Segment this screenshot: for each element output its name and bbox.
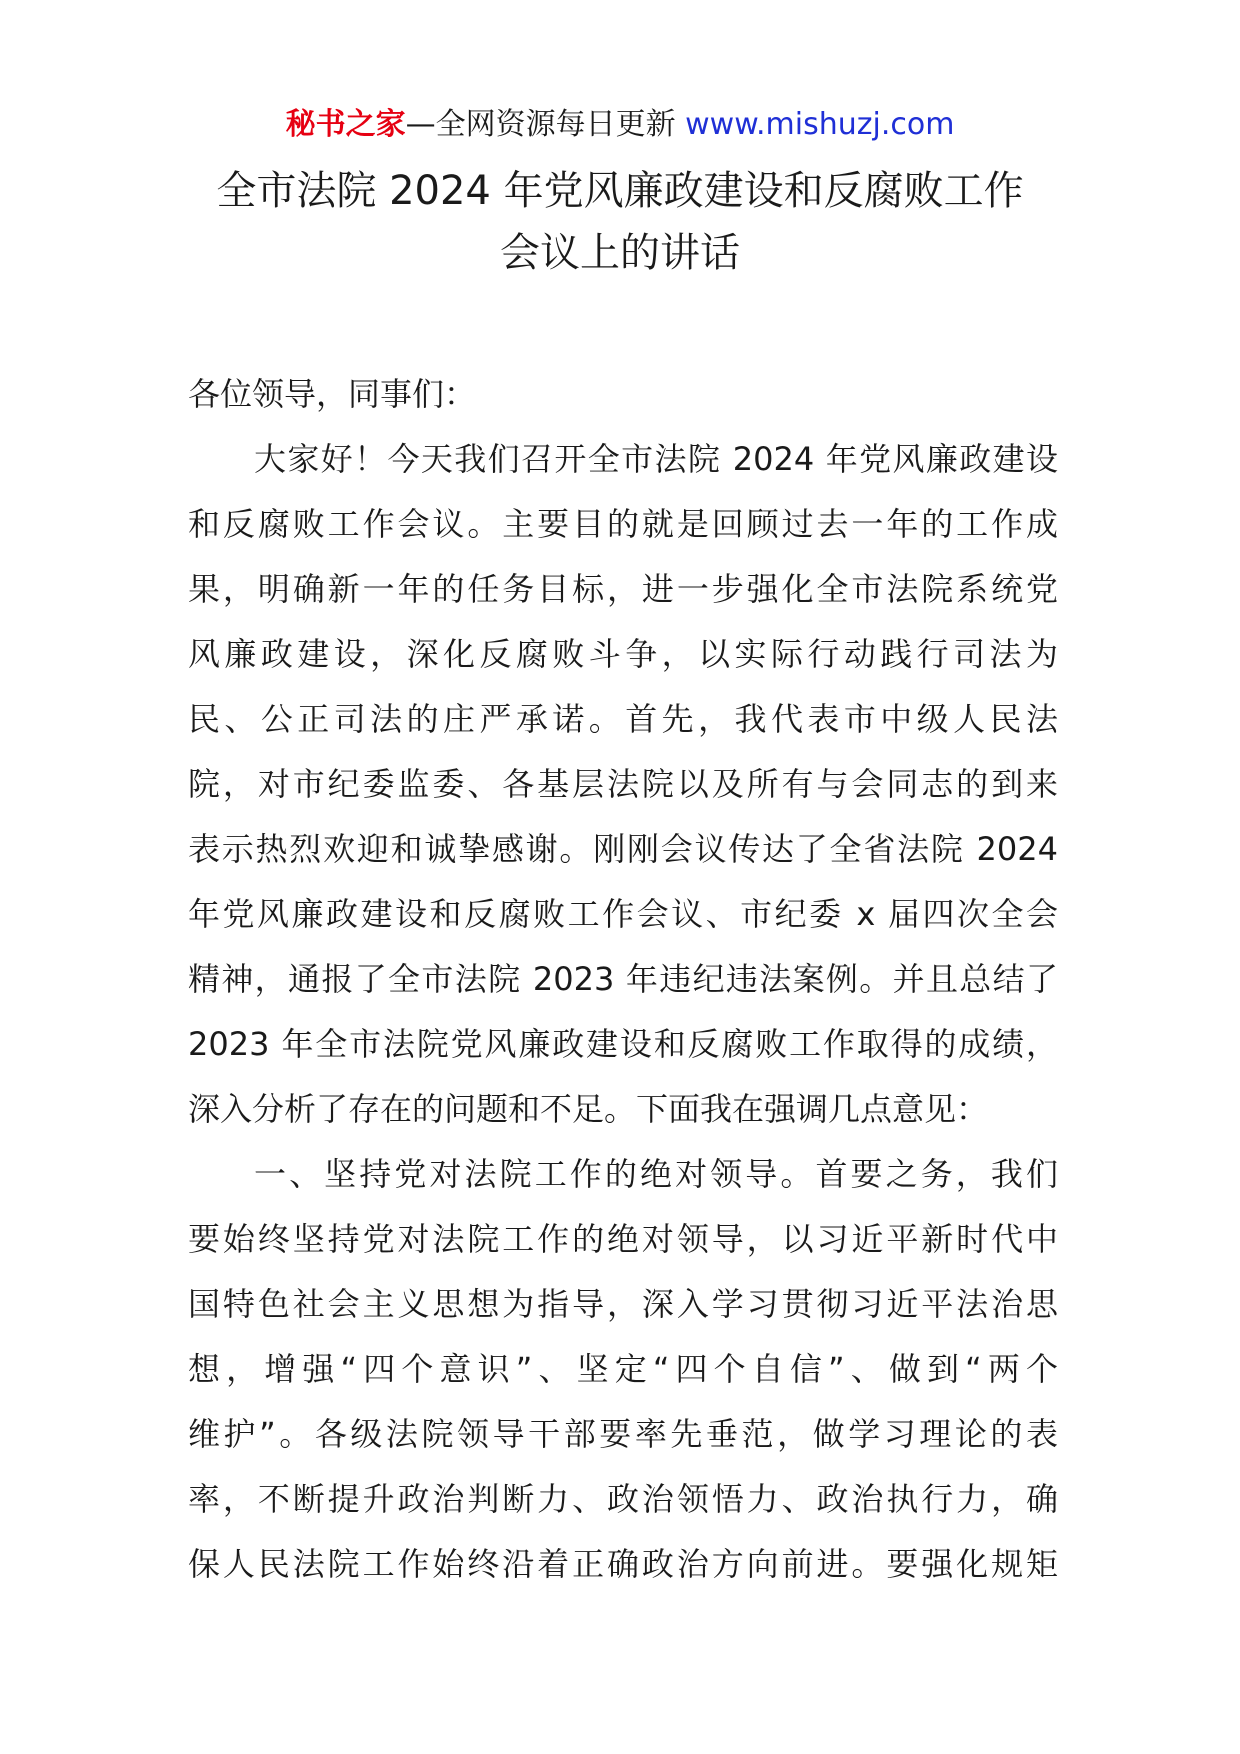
site-header [0,100,1240,150]
paragraph-line: 表示热烈欢迎和诚挚感谢。刚刚会议传达了全省法院 2024 [188,830,1058,868]
paragraph-line: 和反腐败工作会议。主要目的就是回顾过去一年的工作成 [188,505,1058,543]
site-url-link[interactable]: www.mishuzj.com [685,107,955,142]
paragraph-line: 要始终坚持党对法院工作的绝对领导，以习近平新时代中 [188,1220,1058,1258]
title-line-1: 全市法院 2024 年党风廉政建设和反腐败工作 [216,168,1024,214]
paragraph-line: 年党风廉政建设和反腐败工作会议、市纪委 x 届四次全会 [188,895,1058,933]
title-line-2: 会议上的讲话 [500,230,740,276]
paragraph-line: 精神，通报了全市法院 2023 年违纪违法案例。并且总结了 [188,960,1058,998]
paragraph-2 [188,1142,1058,1597]
paragraph-line: 院，对市纪委监委、各基层法院以及所有与会同志的到来 [188,765,1058,803]
brand-name: 秘书之家 [285,107,406,142]
paragraph-line: 率，不断提升政治判断力、政治领悟力、政治执行力，确 [188,1480,1058,1518]
paragraph-line: 国特色社会主义思想为指导，深入学习贯彻习近平法治思 [188,1285,1058,1323]
paragraph-line: 一、坚持党对法院工作的绝对领导。首要之务，我们 [254,1155,1058,1193]
paragraph-line: 想，增强“四个意识”、坚定“四个自信”、做到“两个 [188,1350,1058,1388]
paragraph-line: 果，明确新一年的任务目标，进一步强化全市法院系统党 [188,570,1058,608]
paragraph-line: 保人民法院工作始终沿着正确政治方向前进。要强化规矩 [188,1545,1058,1583]
paragraph-line: 2023 年全市法院党风廉政建设和反腐败工作取得的成绩， [188,1025,1058,1063]
paragraph-line: 风廉政建设，深化反腐败斗争，以实际行动践行司法为 [188,635,1058,673]
salutation: 各位领导，同事们： [188,375,477,413]
paragraph-line: 维护”。各级法院领导干部要率先垂范，做学习理论的表 [188,1415,1058,1453]
header-tagline: —全网资源每日更新 [405,107,686,142]
paragraph-line: 民、公正司法的庄严承诺。首先，我代表市中级人民法 [188,700,1058,738]
paragraph-line: 大家好！今天我们召开全市法院 2024 年党风廉政建设 [254,440,1058,478]
document-title [150,160,1090,284]
document-body [188,362,1058,1597]
paragraph-1 [188,427,1058,1142]
paragraph-line: 深入分析了存在的问题和不足。下面我在强调几点意见： [188,1090,989,1128]
